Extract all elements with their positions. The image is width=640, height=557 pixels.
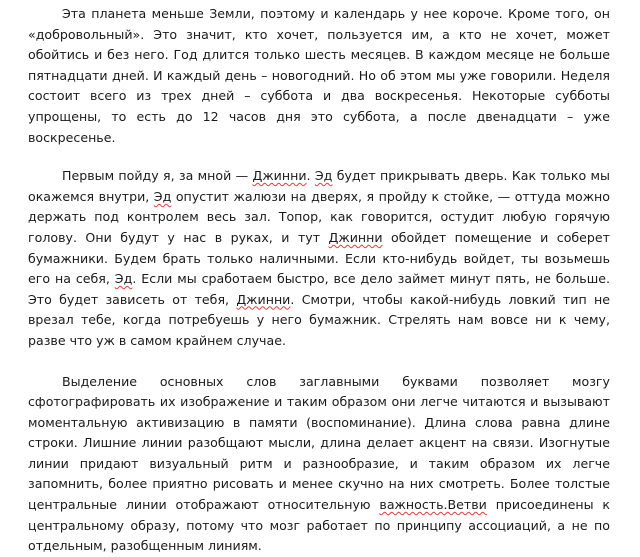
text-run: Выделение основных слов заглавными буквами позволяет мозгу сфотографировать их изображение и таким образом они легче читаются и вызывают моментальную активизацию в памяти (воспоминание). Длина слова равна длине строки. Лишние линии разобщают мысли, длина делает акцент на связи. Изогнутые линии придают визуальный ритм и разнообразие, и таким образом их легче запомнить, более приятно рисовать и менее скучно на них смотреть. Более толстые центральные линии отображают относительную [28, 373, 610, 513]
paragraph-1 [28, 4, 610, 148]
spellcheck-word[interactable]: Джинни [328, 229, 383, 245]
text-run: присоединены к центральному образу, потому что мозг работает по принципу ассоциаций, а не по отдельным, разобщенным линиям. [28, 497, 610, 554]
text-run: Первым пойду я, за мной — [62, 168, 253, 184]
paragraph-2 [28, 166, 610, 351]
spellcheck-word[interactable]: Джинни [252, 168, 307, 184]
spellcheck-word[interactable]: Эд [114, 271, 133, 287]
text-run: будет прикрывать дверь. Как только мы окажемся внутри, [28, 168, 610, 204]
paragraph-3 [28, 372, 610, 557]
spellcheck-word[interactable]: Джинни [236, 291, 291, 307]
spellcheck-word[interactable]: важность.Ветви [379, 497, 487, 513]
spellcheck-word[interactable]: Эд [314, 168, 333, 184]
text-run: . Если мы сработаем быстро, все дело займет минут пять, не больше. Это будет зависеть от тебя, [28, 271, 610, 307]
text-run: опустит жалюзи на дверях, я пройду к стойке, — оттуда можно держать под контролем весь зал. Топор, как говорится, остудит любую горячую голову. Они будут у нас в руках, и тут [28, 188, 610, 245]
document-body[interactable] [28, 4, 610, 557]
text-run: обойдет помещение и соберет бумажники. Будем брать только наличными. Если кто-нибудь войдет, ты возьмешь его на себя, [28, 229, 610, 287]
text-run: . Смотри, чтобы какой-нибудь ловкий тип не врезал тебе, когда потребуешь у него бумажник. Стрелять нам вовсе ни к чему, разве что уж в самом крайнем случае. [28, 291, 610, 348]
text-run: . [306, 168, 315, 184]
spellcheck-word[interactable]: Эд [153, 188, 172, 204]
paragraph-1-text: Эта планета меньше Земли, поэтому и календарь у нее короче. Кроме того, он «добровольный». Это значит, кто хочет, пользуется им, а кто не хочет, может обойтись и без него. Год длится только шесть месяцев. В каждом месяце не больше пятнадцати дней. И каждый день – новогодний. Но об этом мы уже говорили. Неделя состоит всего из трех дней – суббота и два воскресенья. Некоторые субботы упрощены, то есть до 12 часов дня это суббота, а после двенадцати – уже воскресенье. [28, 6, 610, 145]
